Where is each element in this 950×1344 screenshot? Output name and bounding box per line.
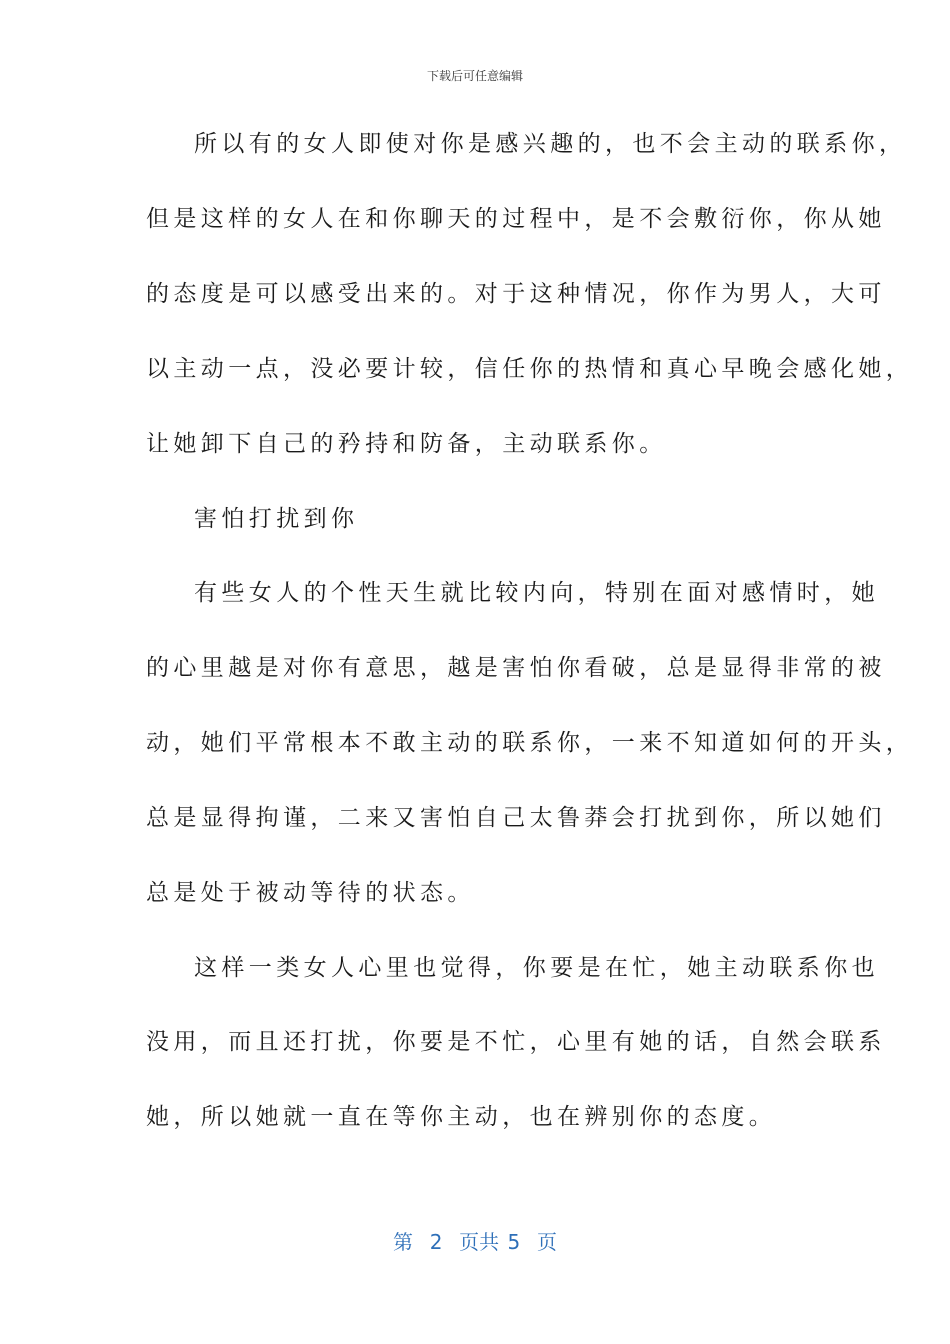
text-line: 但是这样的女人在和你聊天的过程中，是不会敷衍你，你从她: [146, 206, 886, 232]
text-line: 让她卸下自己的矜持和防备，主动联系你。: [146, 431, 667, 457]
page-number-footer: 第 2 页共 5 页: [393, 1230, 557, 1254]
text-line: 动，她们平常根本不敢主动的联系你，一来不知道如何的开头，: [146, 730, 914, 756]
section-heading: 害怕打扰到你: [194, 506, 359, 532]
text-line: 的心里越是对你有意思，越是害怕你看破，总是显得非常的被: [146, 655, 886, 681]
text-line: 有些女人的个性天生就比较内向，特别在面对感情时，她: [194, 580, 879, 606]
text-line: 总是处于被动等待的状态。: [146, 880, 475, 906]
text-line: 以主动一点，没必要计较，信任你的热情和真心早晚会感化她，: [146, 356, 914, 382]
text-line: 没用，而且还打扰，你要是不忙，心里有她的话，自然会联系: [146, 1029, 886, 1055]
text-line: 这样一类女人心里也觉得，你要是在忙，她主动联系你也: [194, 955, 879, 981]
text-line: 所以有的女人即使对你是感兴趣的，也不会主动的联系你，: [194, 131, 907, 157]
header-note: 下载后可任意编辑: [426, 69, 523, 83]
text-line: 的态度是可以感受出来的。对于这种情况，你作为男人，大可: [146, 281, 886, 307]
text-line: 总是显得拘谨，二来又害怕自己太鲁莽会打扰到你，所以她们: [146, 805, 886, 831]
text-line: 她，所以她就一直在等你主动，也在辨别你的态度。: [146, 1104, 777, 1130]
